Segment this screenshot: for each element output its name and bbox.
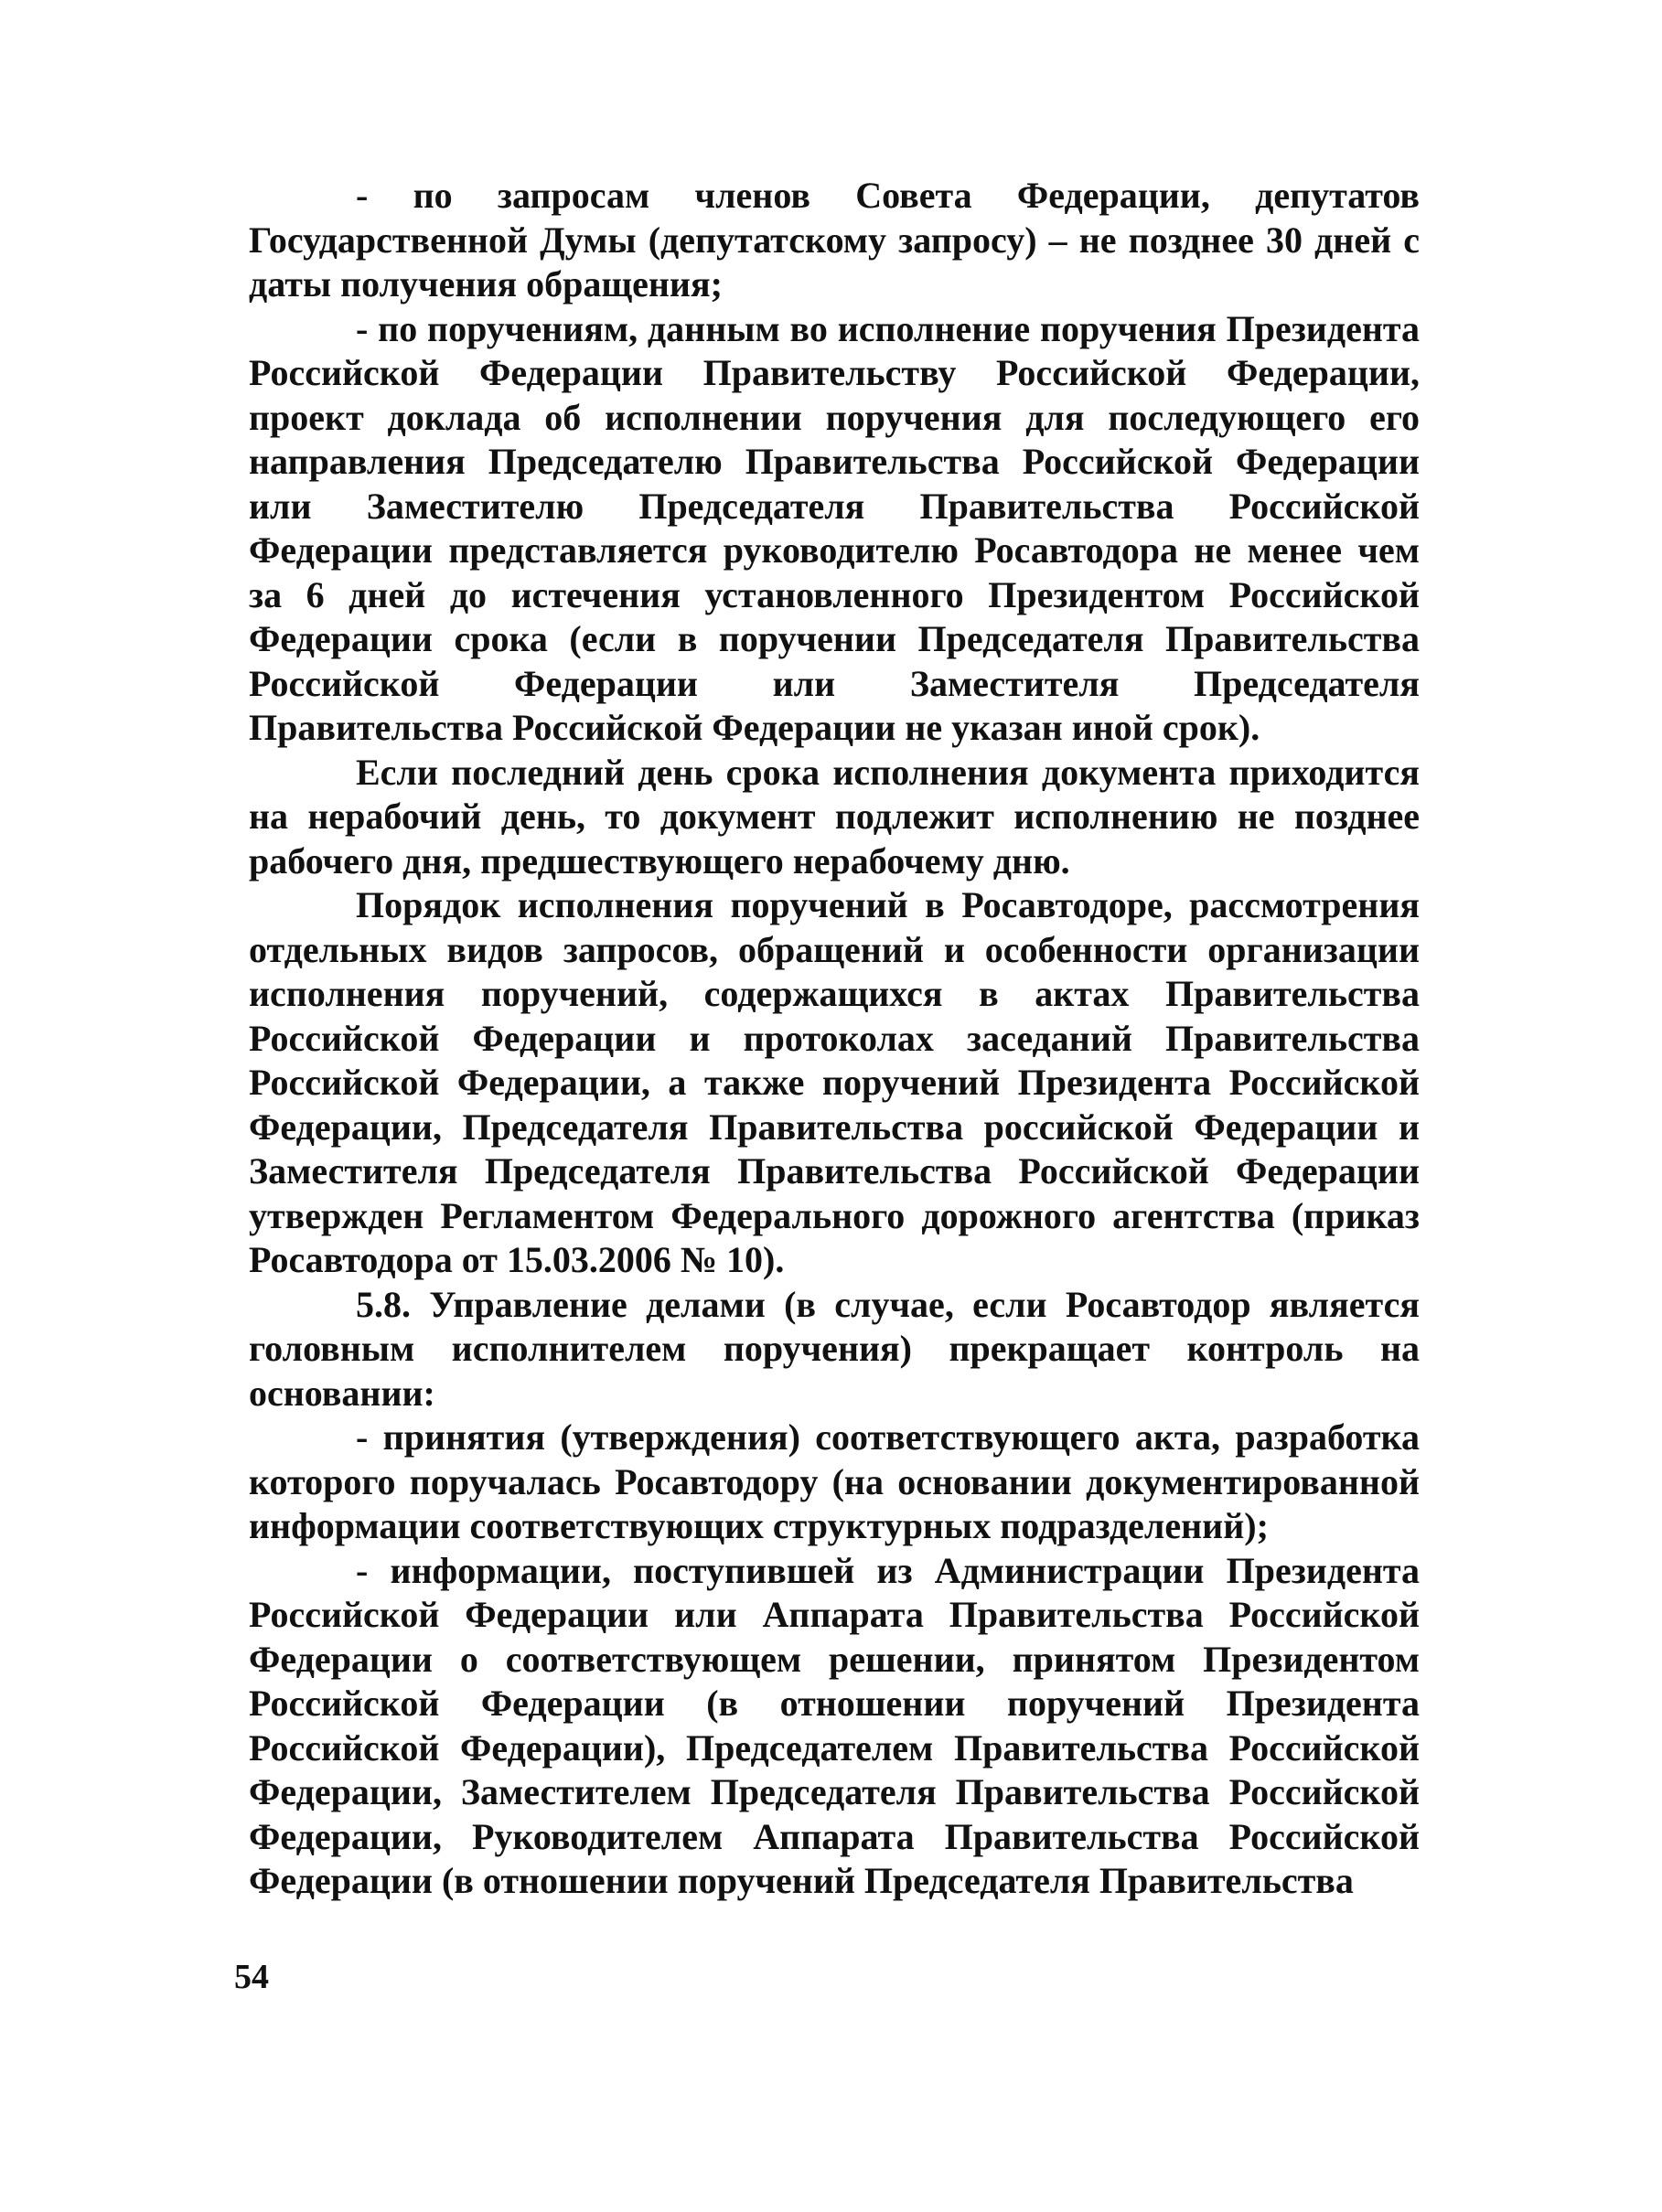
body-text — [249, 174, 1420, 1904]
paragraph-act-adoption: - принятия (утверждения) соответствующего акта, разработка которого поручалась Росавтодору (на основании документированной информации соответствующих структурных подразделений); — [249, 1416, 1420, 1546]
paragraph-5-8: 5.8. Управление делами (в случае, если Росавтодор является головным исполнителем поручения) прекращает контроль на основании: — [249, 1283, 1420, 1414]
paragraph-administration-information: - информации, поступившей из Администрации Президента Российской Федерации или Аппарата Правительства Российской Федерации о соответствующем решении, принятом Президентом Российской Федерации (в отношении поручений Президента Российской Федерации), Председателем Правительства Российской Федерации, Заместителем Председателя Правительства Российской Федерации, Руководителем Аппарата Правительства Российской Федерации (в отношении поручений Председателя Правительства — [249, 1549, 1420, 1901]
paragraph-execution-procedure: Порядок исполнения поручений в Росавтодоре, рассмотрения отдельных видов запросов, обращений и особенности организации исполнения поручений, содержащихся в актах Правительства Российской Федерации и протоколах заседаний Правительства Российской Федерации, а также поручений Президента Российской Федерации, Председателя Правительства российской Федерации и Заместителя Председателя Правительства Российской Федерации утвержден Регламентом Федерального дорожного агентства (приказ Росавтодора от 15.03.2006 № 10). — [249, 884, 1420, 1280]
paragraph-president-instructions: - по поручениям, данным во исполнение поручения Президента Российской Федерации Правительству Российской Федерации, проект доклада об исполнении поручения для последующего его направления Председателю Правительства Российской Федерации или Заместителю Председателя Правительства Российской Федерации представляется руководителю Росавтодора не менее чем за 6 дней до истечения установленного Президентом Российской Федерации срока (если в поручении Председателя Правительства Российской Федерации или Заместителя Председателя Правительства Российской Федерации не указан иной срок). — [249, 307, 1420, 748]
page-number: 54 — [234, 1958, 269, 1996]
paragraph-non-working-day: Если последний день срока исполнения документа приходится на нерабочий день, то документ подлежит исполнению не позднее рабочего дня, предшествующего нерабочему дню. — [249, 751, 1420, 882]
paragraph-federation-council-requests: - по запросам членов Совета Федерации, депутатов Государственной Думы (депутатскому запросу) – не позднее 30 дней с даты получения обращения; — [249, 175, 1420, 305]
